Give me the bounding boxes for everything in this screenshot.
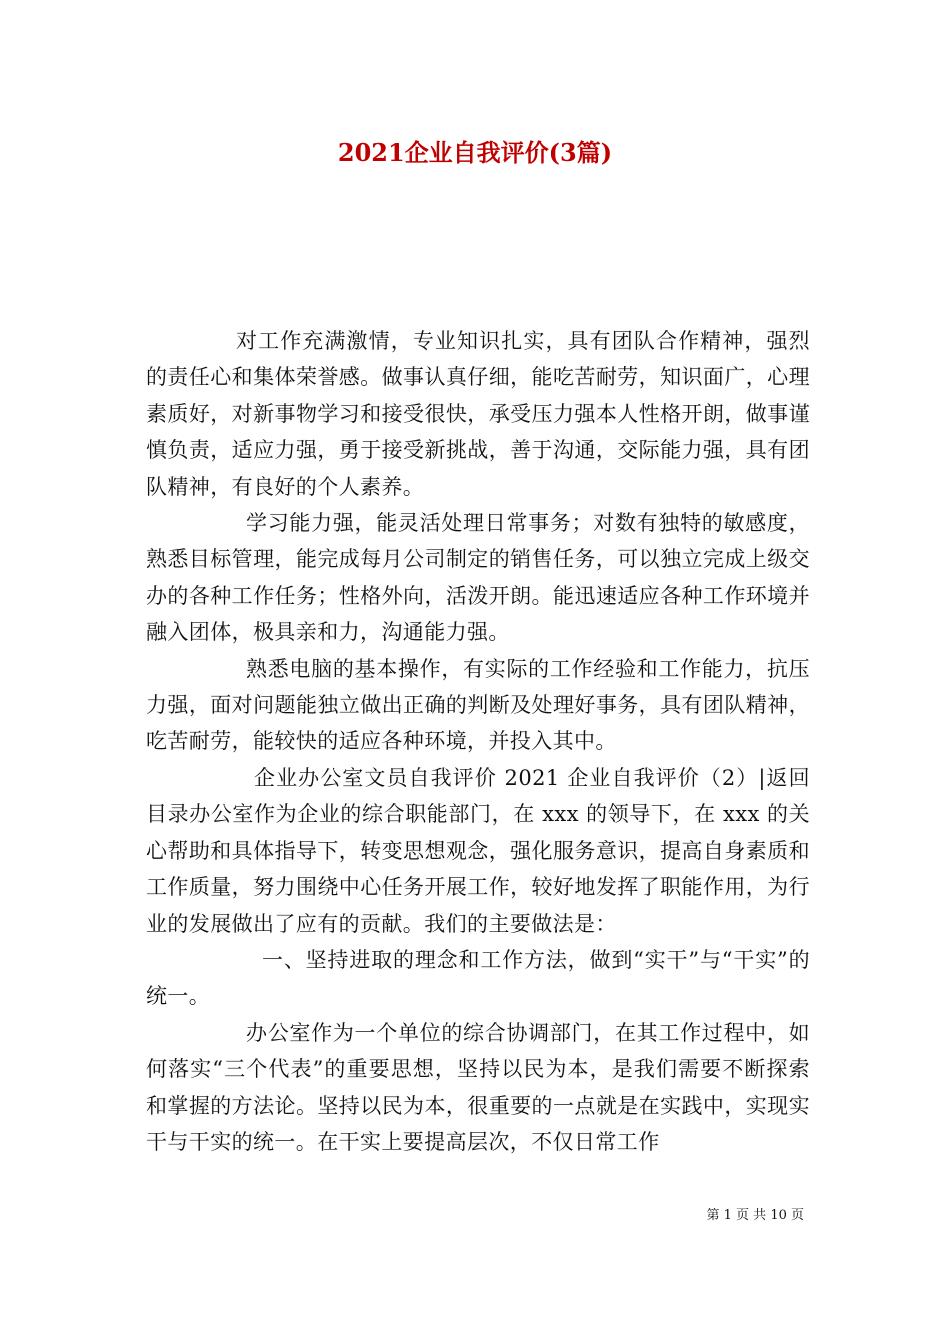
paragraph-3: 熟悉电脑的基本操作，有实际的工作经验和工作能力，抗压力强，面对问题能独立做出正确的判断及处理好事务，具有团队精神，吃苦耐劳，能较快的适应各种环境，并投入其中。 <box>146 656 810 754</box>
paragraph-6: 办公室作为一个单位的综合协调部门，在其工作过程中，如何落实“三个代表”的重要思想，坚持以民为本，是我们需要不断探索和掌握的方法论。坚持以民为本，很重要的一点就是在实践中，实现实干与干实的统一。在干实上要提高层次，不仅日常工作 <box>146 1020 810 1154</box>
document-body <box>146 323 810 1160</box>
paragraph-1: 对工作充满激情，专业知识扎实，具有团队合作精神，强烈的责任心和集体荣誉感。做事认真仔细，能吃苦耐劳，知识面广，心理素质好，对新事物学习和接受很快，承受压力强本人性格开朗，做事谨慎负责，适应力强，勇于接受新挑战，善于沟通，交际能力强，具有团队精神，有良好的个人素养。 <box>146 329 810 499</box>
page-number-footer: 第 1 页 共 10 页 <box>706 1208 804 1223</box>
document-title: 2021企业自我评价(3篇) <box>337 138 613 167</box>
paragraph-4: 企业办公室文员自我评价 2021 企业自我评价（2）|返回目录办公室作为企业的综合职能部门，在 xxx 的领导下，在 xxx 的关心帮助和具体指导下，转变思想观念，强化服务意识，提高自身素质和工作质量，努力围绕中心任务开展工作，较好地发挥了职能作用，为行业的发展做出了应有的贡献。我们的主要做法是： <box>146 765 810 936</box>
paragraph-5: 一、坚持进取的理念和工作方法，做到“实干”与“干实”的统一。 <box>146 947 810 1009</box>
paragraph-2: 学习能力强，能灵活处理日常事务；对数有独特的敏感度，熟悉目标管理，能完成每月公司制定的销售任务，可以独立完成上级交办的各种工作任务；性格外向，活泼开朗。能迅速适应各种工作环境并融入团体，极具亲和力，沟通能力强。 <box>146 511 810 645</box>
